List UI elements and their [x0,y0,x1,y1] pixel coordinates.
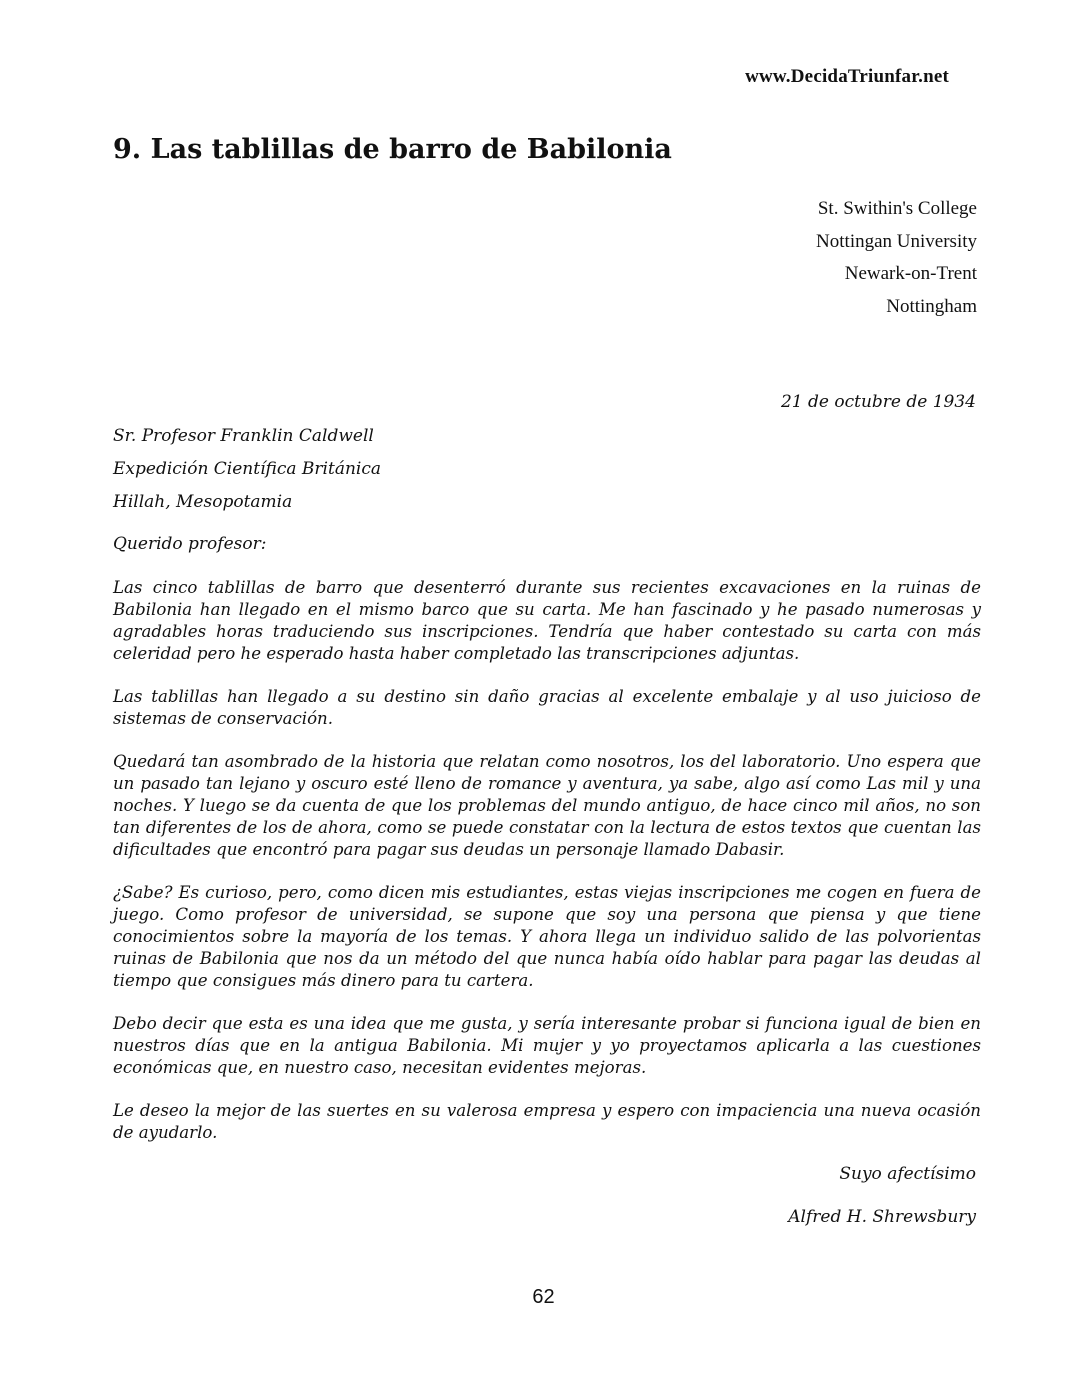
recipient-block [113,424,381,523]
letter-closing: Suyo afectísimo [839,1164,976,1184]
letter-paragraph: ¿Sabe? Es curioso, pero, como dicen mis estudiantes, estas viejas inscripciones me cogen en fuera de juego. Como profesor de universidad, se supone que soy una persona que piensa y que tiene conocimientos sobre la mayoría de los temas. Y ahora llega un individuo salido de las polvorientas ruinas de Babilonia que nos da un método del que nunca había oído hablar para pagar las deudas al tiempo que consigues más dinero para tu cartera. [113,883,981,990]
letter-paragraph: Las tablillas han llegado a su destino sin daño gracias al excelente embalaje y al uso juicioso de sistemas de conservación. [113,687,981,728]
recipient-line: Hillah, Mesopotamia [113,492,293,512]
recipient-line: Sr. Profesor Franklin Caldwell [113,426,374,446]
letter-greeting: Querido profesor: [113,534,267,554]
chapter-title: 9. Las tablillas de barro de Babilonia [113,134,672,165]
sender-address-line: Nottingham [886,295,977,317]
sender-address-line: St. Swithin's College [817,198,977,219]
page-number: 62 [532,1286,555,1308]
sender-address-line: Newark-on-Trent [844,263,977,284]
letter-date: 21 de octubre de 1934 [780,392,976,412]
letter-paragraph: Debo decir que esta es una idea que me gusta, y sería interesante probar si funciona igual de bien en nuestros días que en la antigua Babilonia. Mi mujer y yo proyectamos aplicarla a las cuestiones económicas que, en nuestro caso, necesitan evidentes mejoras. [113,1014,981,1077]
letter-signature: Alfred H. Shrewsbury [788,1207,976,1227]
letter-paragraph: Quedará tan asombrado de la historia que relatan como nosotros, los del laboratorio. Uno espera que un pasado tan lejano y oscuro esté lleno de romance y aventura, ya sabe, algo así como Las mil y una noches. Y luego se da cuenta de que los problemas del mundo antiguo, de hace cinco mil años, no son tan diferentes de los de ahora, como se puede constatar con la lectura de estos textos que cuentan las dificultades que encontró para pagar sus deudas un personaje llamado Dabasir. [113,752,981,859]
sender-address-line: Nottingan University [816,230,977,252]
recipient-line: Expedición Científica Británica [113,459,381,479]
letter-paragraph: Le deseo la mejor de las suertes en su valerosa empresa y espero con impaciencia una nueva ocasión de ayudarlo. [113,1101,981,1142]
website-url: www.DecidaTriunfar.net [745,66,949,87]
letter-paragraph: Las cinco tablillas de barro que desenterró durante sus recientes excavaciones en la ruinas de Babilonia han llegado en el mismo barco que su carta. Me han fascinado y he pasado numerosas y agradables horas traduciendo sus inscripciones. Tendría que haber contestado su carta con más celeridad pero he esperado hasta haber completado las transcripciones adjuntas. [113,578,981,663]
sender-address [816,196,977,326]
